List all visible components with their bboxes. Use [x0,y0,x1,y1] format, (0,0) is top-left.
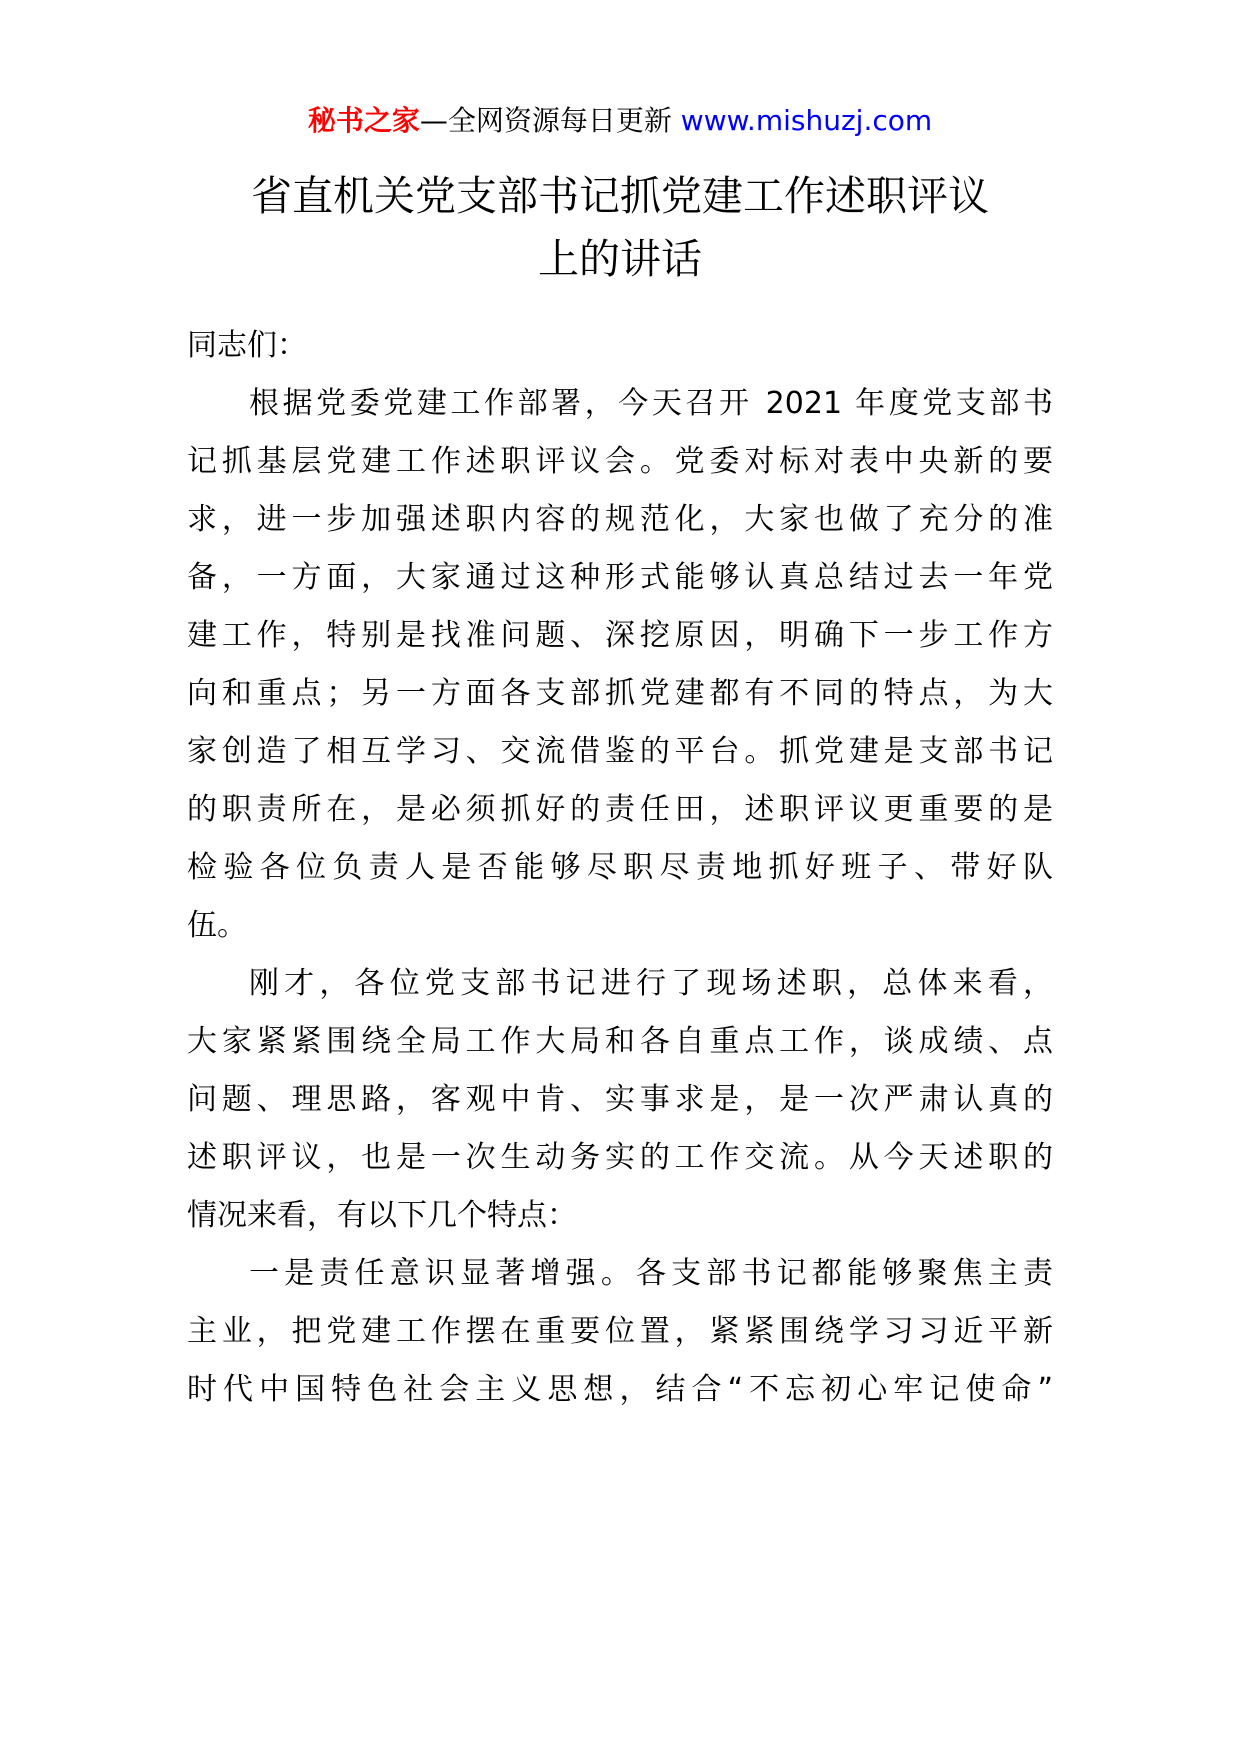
paragraph-line: 伍。 [187,908,247,943]
paragraph-line: 时代中国特色社会主义思想，结合“不忘初心牢记使命” [187,1372,1053,1407]
paragraph-line: 大家紧紧围绕全局工作大局和各自重点工作，谈成绩、点 [187,1024,1053,1059]
paragraph-line: 问题、理思路，客观中肯、实事求是，是一次严肃认真的 [187,1082,1053,1117]
paragraph-line: 备，一方面，大家通过这种形式能够认真总结过去一年党 [187,560,1053,595]
paragraph-line: 主业，把党建工作摆在重要位置，紧紧围绕学习习近平新 [187,1314,1053,1349]
document-title-line-1: 省直机关党支部书记抓党建工作述职评议 [251,172,989,220]
salutation: 同志们： [187,328,307,363]
paragraph-line: 家创造了相互学习、交流借鉴的平台。抓党建是支部书记 [187,734,1053,769]
site-slogan: —全网资源每日更新 [419,104,672,137]
site-header [0,103,1240,139]
paragraph-line: 求，进一步加强述职内容的规范化，大家也做了充分的准 [187,502,1053,537]
site-brand: 秘书之家 [307,104,420,137]
paragraph-line: 情况来看，有以下几个特点： [187,1198,577,1233]
document-title-line-2: 上的讲话 [538,235,702,283]
paragraph-line: 建工作，特别是找准问题、深挖原因，明确下一步工作方 [187,618,1053,653]
paragraph-line: 向和重点；另一方面各支部抓党建都有不同的特点，为大 [187,676,1053,711]
site-url-link[interactable]: www.mishuzj.com [680,104,933,137]
paragraph-line: 述职评议，也是一次生动务实的工作交流。从今天述职的 [187,1140,1053,1175]
paragraph-line: 一是责任意识显著增强。各支部书记都能够聚焦主责 [249,1256,1053,1291]
paragraph-line: 的职责所在，是必须抓好的责任田，述职评议更重要的是 [187,792,1053,827]
paragraph-line: 检验各位负责人是否能够尽职尽责地抓好班子、带好队 [187,850,1053,885]
paragraph-line: 记抓基层党建工作述职评议会。党委对标对表中央新的要 [187,444,1053,479]
paragraph-line: 刚才，各位党支部书记进行了现场述职，总体来看， [249,966,1053,1001]
paragraph-line: 根据党委党建工作部署，今天召开 2021 年度党支部书 [249,386,1053,421]
